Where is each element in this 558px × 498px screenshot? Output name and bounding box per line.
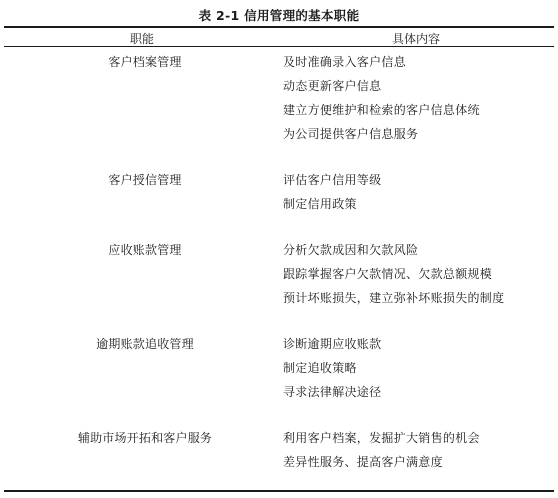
header-function: 职能 <box>130 32 155 46</box>
row-function-receivables: 应收账款管理 <box>108 243 182 257</box>
header-content: 具体内容 <box>392 32 441 46</box>
list-item: 建立方便维护和检索的客户信息体统 <box>283 103 480 117</box>
list-item: 跟踪掌握客户欠款情况、欠款总额规模 <box>283 267 493 281</box>
row-function-credit-granting: 客户授信管理 <box>108 173 182 187</box>
list-item: 及时准确录入客户信息 <box>283 55 407 69</box>
table-title: 表 2-1 信用管理的基本职能 <box>198 8 360 23</box>
bottom-rule <box>4 490 554 492</box>
top-rule <box>4 26 554 28</box>
list-item: 制定追收策略 <box>283 361 357 375</box>
row-function-customer-archive: 客户档案管理 <box>108 55 182 69</box>
list-item: 差异性服务、提高客户满意度 <box>283 455 443 469</box>
list-item: 评估客户信用等级 <box>283 173 382 187</box>
list-item: 寻求法律解决途径 <box>283 385 382 399</box>
list-item: 动态更新客户信息 <box>283 79 382 93</box>
list-item: 为公司提供客户信息服务 <box>283 127 419 141</box>
list-item: 利用客户档案，发掘扩大销售的机会 <box>283 431 480 445</box>
list-item: 分析欠款成因和欠款风险 <box>283 243 419 257</box>
list-item: 诊断逾期应收账款 <box>283 337 382 351</box>
header-rule <box>4 46 554 47</box>
list-item: 制定信用政策 <box>283 197 357 211</box>
row-function-market-service: 辅助市场开拓和客户服务 <box>77 431 213 445</box>
list-item: 预计坏账损失，建立弥补坏账损失的制度 <box>283 291 505 305</box>
row-function-overdue-collection: 逾期账款追收管理 <box>96 337 194 351</box>
